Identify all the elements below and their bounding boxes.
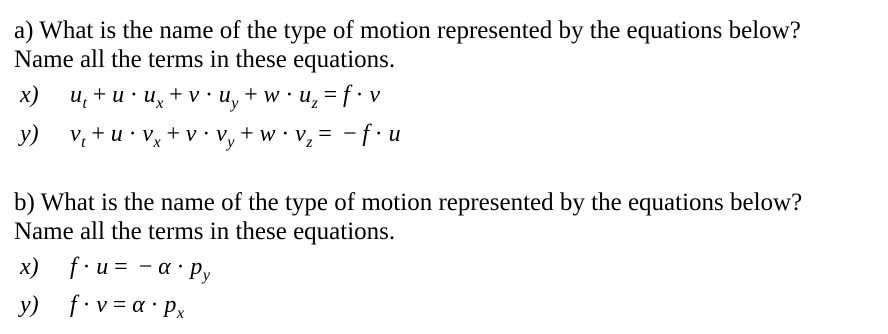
equation-b-x bbox=[20, 252, 210, 282]
question-b-line2: Name all the terms in these equations. bbox=[14, 218, 396, 245]
question-b-line1: b) What is the name of the type of motion represented by the equations below? bbox=[14, 189, 803, 216]
equation-b-y bbox=[20, 290, 184, 320]
equation-a-y-label: y) bbox=[20, 121, 39, 147]
equation-a-y bbox=[20, 119, 401, 149]
question-a-line1: a) What is the name of the type of motion represented by the equations below? bbox=[14, 17, 801, 44]
question-a-line2: Name all the terms in these equations. bbox=[14, 46, 396, 73]
equation-a-y-expression: $v_t + u \cdot v_x + v \cdot v_y + w \cdot v_z$ = − f · u bbox=[70, 121, 402, 151]
equation-b-y-expression: $f \cdot v = \alpha \cdot p_x$ bbox=[70, 292, 185, 322]
equation-a-x-expression: $u_t + u \cdot u_x + v \cdot u_y + w \cdot u_z = f \cdot v$ bbox=[70, 82, 381, 112]
equation-b-x-expression: f · u = − $\alpha \cdot p_y$ bbox=[70, 254, 211, 284]
equation-b-y-label: y) bbox=[20, 292, 39, 318]
equation-a-x-label: x) bbox=[20, 82, 39, 108]
equation-b-x-label: x) bbox=[20, 254, 39, 280]
equation-a-x bbox=[20, 80, 380, 110]
